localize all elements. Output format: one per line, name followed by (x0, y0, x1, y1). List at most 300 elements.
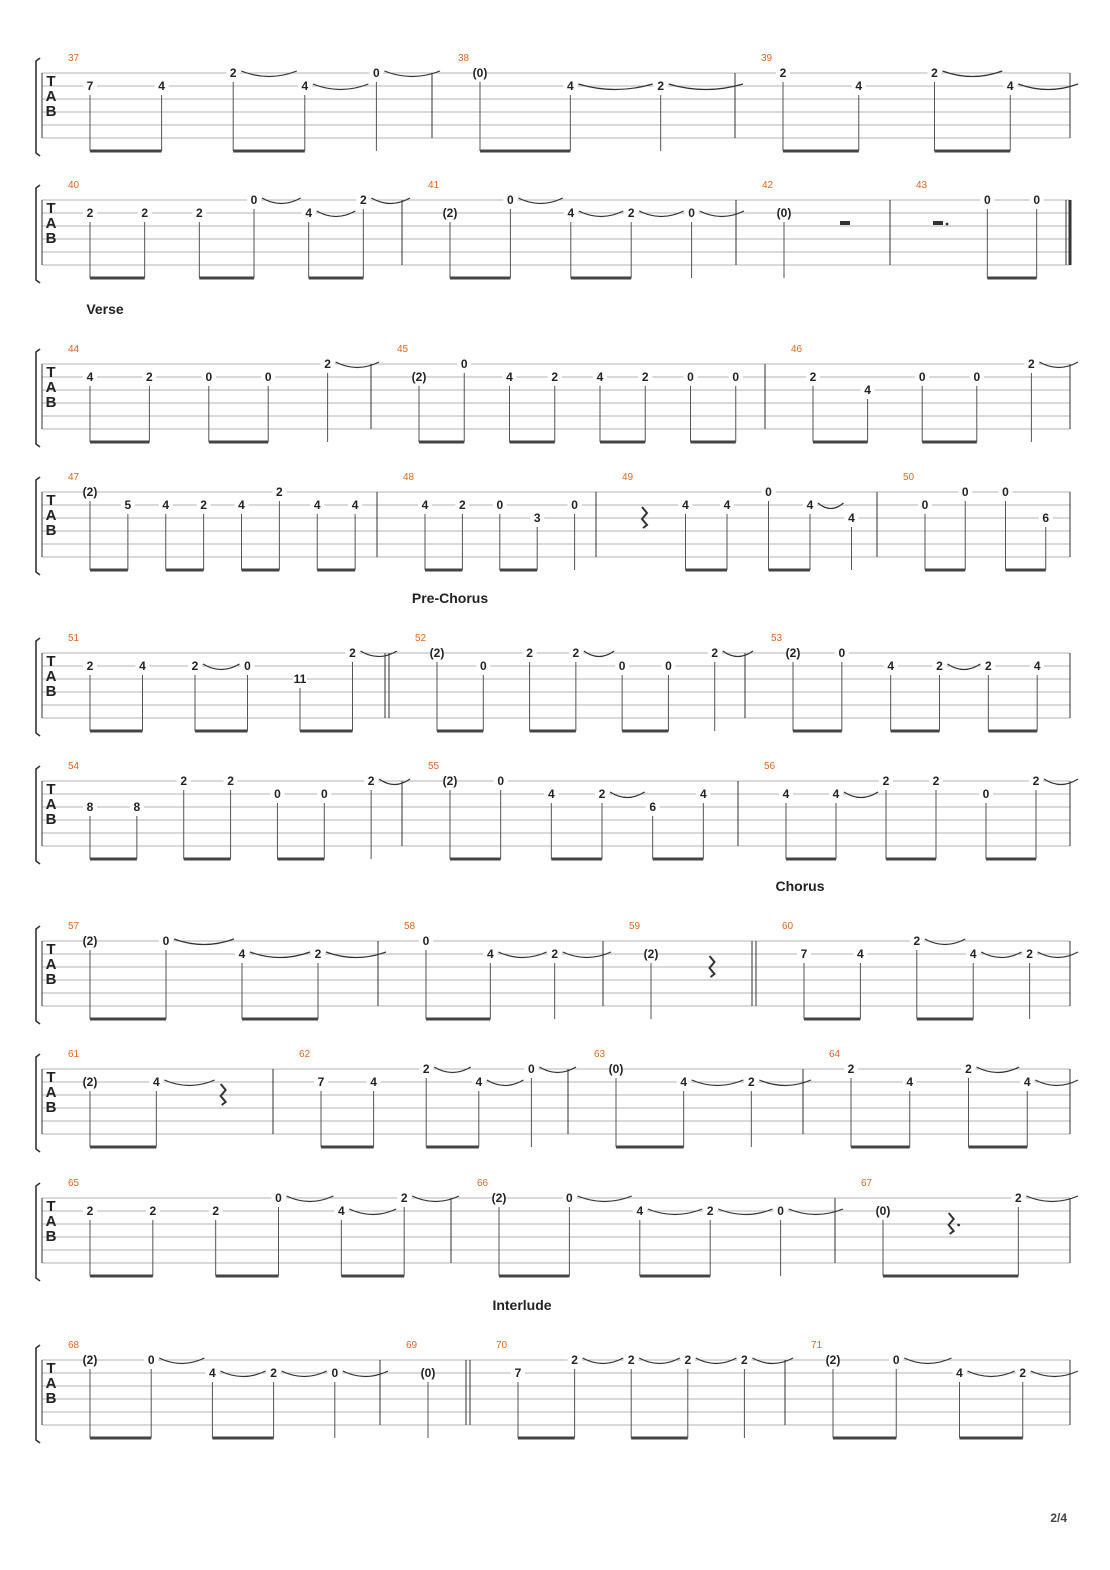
fret-number: 4 (636, 1204, 644, 1218)
fret-number: 4 (238, 947, 246, 961)
half-rest-icon (840, 221, 850, 225)
fret-number: 4 (475, 1075, 483, 1089)
fret-number: 2 (598, 787, 606, 801)
measure-number: 57 (68, 921, 80, 932)
fret-number: 4 (906, 1075, 914, 1089)
tab-clef-letter: T (46, 1069, 56, 1086)
tie-arc (343, 1371, 388, 1377)
tab-clef-letter: B (45, 522, 57, 539)
fret-number: 7 (86, 79, 94, 93)
fret-number: 4 (351, 498, 359, 512)
fret-number: 0 (331, 1366, 339, 1380)
fret-number: 2 (349, 646, 356, 660)
fret-number: (2) (411, 370, 427, 384)
measure-number: 70 (496, 1340, 508, 1351)
fret-number: 4 (158, 79, 165, 93)
tie-arc (1044, 779, 1078, 785)
tie-arc (948, 664, 981, 670)
tab-system (36, 301, 1078, 447)
fret-number: 4 (1023, 1075, 1031, 1089)
measure-number: 48 (403, 472, 415, 483)
fret-number: 2 (86, 206, 94, 220)
fret-number: 2 (747, 1075, 755, 1089)
measure-number: 38 (458, 53, 470, 64)
measure-number: 68 (68, 1340, 80, 1351)
measure-number: 56 (764, 761, 776, 772)
fret-number: 0 (275, 1191, 282, 1205)
fret-number: 2 (195, 206, 203, 220)
tie-arc (371, 198, 410, 204)
measure-number: 59 (629, 921, 641, 932)
fret-number: 0 (479, 659, 487, 673)
measure-number: 62 (299, 1049, 311, 1060)
fret-number: 0 (982, 787, 990, 801)
tab-clef-letter: T (46, 653, 56, 670)
fret-number: 2 (711, 646, 719, 660)
fret-number: 4 (547, 787, 555, 801)
fret-number: 0 (1033, 193, 1041, 207)
fret-number: (2) (442, 206, 458, 220)
fret-number: 0 (918, 370, 926, 384)
tab-system (36, 472, 1070, 575)
fret-number: 0 (688, 206, 695, 220)
fret-number: 2 (86, 1204, 94, 1218)
fret-number: 4 (305, 206, 313, 220)
quarter-rest-icon (949, 1213, 954, 1234)
measure-number: 69 (406, 1340, 418, 1351)
tab-clef-letter: T (46, 1360, 56, 1377)
fret-number: 2 (936, 659, 943, 673)
tie-arc (379, 779, 410, 785)
tie-arc (584, 651, 614, 657)
system-bracket (36, 58, 40, 156)
tab-clef-letter: B (45, 1099, 57, 1116)
fret-number: 0 (973, 370, 981, 384)
fret-number: 0 (838, 646, 846, 660)
fret-number: 7 (800, 947, 808, 961)
measure-number: 43 (916, 180, 928, 191)
fret-number: 4 (566, 79, 574, 93)
system-bracket (36, 766, 40, 864)
fret-number: 0 (687, 370, 694, 384)
fret-number: 2 (1028, 357, 1035, 371)
fret-number: 2 (706, 1204, 714, 1218)
tie-arc (692, 1080, 744, 1086)
tab-clef-letter: A (45, 1213, 57, 1230)
fret-number: 2 (227, 774, 234, 788)
tie-arc (159, 1358, 204, 1364)
measure-number: 66 (477, 1178, 489, 1189)
tie-arc (326, 952, 386, 958)
tie-arc (700, 211, 744, 217)
section-label-chorus: Chorus (775, 878, 825, 894)
tie-arc (241, 71, 297, 77)
tab-clef-letter: A (45, 88, 57, 105)
fret-number: 2 (200, 498, 207, 512)
fret-number: 2 (526, 646, 533, 660)
fret-number: 2 (551, 947, 559, 961)
tie-arc (313, 84, 369, 90)
tab-clef-letter: B (45, 103, 57, 120)
tie-arc (250, 952, 310, 958)
tab-system (36, 1297, 1078, 1443)
fret-number: 2 (809, 370, 817, 384)
fret-number: 2 (1032, 774, 1040, 788)
tie-arc (904, 1358, 951, 1364)
tie-arc (844, 792, 878, 798)
fret-number: 0 (566, 1191, 573, 1205)
tab-clef-letter: T (46, 200, 56, 217)
fret-number: 2 (212, 1204, 220, 1218)
measure-number: 40 (68, 180, 80, 191)
tab-clef-letter: B (45, 394, 57, 411)
fret-number: 4 (864, 383, 871, 397)
fret-number: 2 (932, 774, 940, 788)
fret-number: 2 (86, 659, 94, 673)
system-bracket (36, 1183, 40, 1281)
fret-number: 4 (596, 370, 604, 384)
tie-arc (282, 1371, 327, 1377)
tie-arc (487, 1080, 524, 1086)
fret-number: 4 (855, 79, 863, 93)
fret-number: 0 (665, 659, 672, 673)
quarter-rest-icon (642, 507, 647, 528)
tie-arc (164, 1080, 214, 1086)
fret-number: 2 (984, 659, 992, 673)
quarter-rest-icon (710, 956, 715, 977)
tie-arc (578, 84, 652, 90)
tie-arc (968, 1371, 1015, 1377)
system-bracket (36, 638, 40, 736)
tab-clef-letter: T (46, 73, 56, 90)
fret-number: 0 (528, 1062, 535, 1076)
tie-arc (1018, 84, 1078, 90)
system-bracket (36, 1054, 40, 1152)
system-bracket (36, 349, 40, 447)
fret-number: (2) (82, 934, 98, 948)
tab-clef-letter: A (45, 1084, 57, 1101)
tab-clef-letter: B (45, 230, 57, 247)
fret-number: (0) (875, 1204, 891, 1218)
fret-number: 0 (921, 498, 929, 512)
measure-number: 55 (428, 761, 440, 772)
fret-number: 2 (965, 1062, 972, 1076)
fret-number: 4 (682, 498, 689, 512)
fret-number: 4 (86, 370, 94, 384)
fret-number: (0) (776, 206, 792, 220)
fret-number: 0 (422, 934, 430, 948)
fret-number: 2 (276, 485, 283, 499)
tab-clef-letter: A (45, 956, 57, 973)
fret-number: 0 (460, 357, 468, 371)
fret-number: 2 (1026, 947, 1033, 961)
tab-clef-letter: B (45, 1228, 57, 1245)
tie-arc (943, 71, 1003, 77)
fret-number: 2 (931, 66, 938, 80)
measure-number: 46 (791, 344, 803, 355)
fret-number: 4 (209, 1366, 216, 1380)
fret-number: 2 (422, 1062, 430, 1076)
tab-clef-letter: T (46, 492, 56, 509)
fret-number: 4 (1033, 659, 1041, 673)
fret-number: 2 (1014, 1191, 1022, 1205)
tie-arc (648, 1209, 702, 1215)
fret-number: 7 (514, 1366, 522, 1380)
fret-number: 4 (313, 498, 321, 512)
fret-number: 4 (956, 1366, 963, 1380)
tab-clef-letter: A (45, 379, 57, 396)
tie-arc (412, 1196, 459, 1202)
fret-number: 0 (732, 370, 740, 384)
fret-number: 0 (162, 934, 170, 948)
fret-number: 0 (961, 485, 969, 499)
fret-number: 4 (486, 947, 494, 961)
fret-number: 2 (684, 1353, 692, 1367)
tie-arc (723, 651, 753, 657)
fret-number: 0 (205, 370, 213, 384)
fret-number: 2 (400, 1191, 408, 1205)
measure-number: 54 (68, 761, 80, 772)
fret-number: 2 (571, 1353, 578, 1367)
tab-clef-letter: A (45, 668, 57, 685)
measure-number: 47 (68, 472, 80, 483)
fret-number: 11 (293, 672, 307, 686)
measure-number: 50 (903, 472, 915, 483)
fret-number: 2 (314, 947, 322, 961)
fret-number: 4 (680, 1075, 688, 1089)
fret-number: 0 (618, 659, 626, 673)
page-number: 2/4 (1050, 1511, 1067, 1525)
tab-system (36, 53, 1078, 156)
fret-number: (2) (82, 1075, 98, 1089)
fret-number: (2) (442, 774, 458, 788)
system-bracket (36, 185, 40, 283)
fret-number: 0 (496, 498, 504, 512)
tie-arc (610, 792, 645, 798)
tab-system (36, 180, 1070, 283)
fret-number: 8 (133, 800, 141, 814)
tie-arc (174, 939, 234, 945)
measure-number: 64 (829, 1049, 841, 1060)
tie-arc (361, 651, 398, 657)
fret-number: 2 (741, 1353, 748, 1367)
fret-number: 2 (551, 370, 559, 384)
fret-number: 0 (777, 1204, 784, 1218)
fret-number: (0) (472, 66, 488, 80)
fret-number: 4 (723, 498, 731, 512)
fret-number: 4 (969, 947, 977, 961)
tie-arc (669, 84, 743, 90)
tab-clef-letter: B (45, 811, 57, 828)
fret-number: 2 (229, 66, 237, 80)
fret-number: 4 (1006, 79, 1014, 93)
measure-number: 53 (771, 633, 783, 644)
fret-number: 2 (180, 774, 188, 788)
measure-number: 39 (761, 53, 773, 64)
fret-number: 0 (264, 370, 272, 384)
tie-arc (639, 1358, 680, 1364)
measure-number: 49 (622, 472, 634, 483)
tab-system (36, 761, 1078, 864)
fret-number: 0 (373, 66, 380, 80)
fret-number: 4 (238, 498, 245, 512)
fret-number: 8 (86, 800, 94, 814)
fret-number: 4 (857, 947, 864, 961)
fret-number: 2 (367, 774, 375, 788)
tie-arc (696, 1358, 737, 1364)
fret-number: 2 (146, 370, 153, 384)
fret-number: (2) (491, 1191, 507, 1205)
section-label-verse: Verse (86, 301, 124, 317)
fret-number: 2 (149, 1204, 157, 1218)
fret-number: 0 (892, 1353, 900, 1367)
measure-number: 61 (68, 1049, 80, 1060)
quarter-rest-icon (221, 1084, 226, 1105)
tie-arc (203, 664, 240, 670)
fret-number: 2 (641, 370, 649, 384)
half-rest-icon (933, 221, 943, 225)
fret-number: 4 (848, 511, 855, 525)
measure-number: 58 (404, 921, 416, 932)
tie-arc (752, 1358, 793, 1364)
fret-number: 2 (141, 206, 149, 220)
tie-arc (577, 1196, 631, 1202)
fret-number: (2) (82, 485, 98, 499)
tab-clef-letter: A (45, 507, 57, 524)
section-label-pre-chorus: Pre-Chorus (411, 590, 489, 606)
tie-arc (518, 198, 562, 204)
measure-number: 45 (397, 344, 409, 355)
fret-number: 4 (699, 787, 707, 801)
fret-number: 2 (324, 357, 331, 371)
fret-number: 0 (983, 193, 991, 207)
fret-number: 2 (1019, 1366, 1027, 1380)
tab-system (36, 590, 1070, 736)
tie-arc (1031, 1371, 1078, 1377)
tie-arc (925, 939, 965, 945)
tie-arc (349, 1209, 396, 1215)
rest-dot-icon (957, 1224, 960, 1227)
measure-number: 44 (68, 344, 80, 355)
fret-number: 2 (191, 659, 199, 673)
tab-clef-letter: T (46, 781, 56, 798)
system-bracket (36, 926, 40, 1024)
tie-arc (287, 1196, 334, 1202)
fret-number: 4 (421, 498, 429, 512)
fret-number: 5 (124, 498, 132, 512)
tie-arc (498, 952, 546, 958)
fret-number: 2 (657, 79, 665, 93)
fret-number: 2 (270, 1366, 277, 1380)
tie-arc (317, 211, 356, 217)
system-bracket (36, 477, 40, 575)
fret-number: (2) (82, 1353, 98, 1367)
fret-number: 4 (782, 787, 790, 801)
measure-number: 37 (68, 53, 80, 64)
fret-number: 2 (627, 1353, 635, 1367)
fret-number: 3 (533, 511, 541, 525)
measure-number: 51 (68, 633, 80, 644)
fret-number: 2 (913, 934, 921, 948)
fret-number: 4 (139, 659, 146, 673)
rest-dot-icon (946, 223, 949, 226)
tab-clef-letter: T (46, 941, 56, 958)
fret-number: 6 (1042, 511, 1050, 525)
fret-number: 0 (497, 774, 505, 788)
tie-arc (336, 362, 379, 368)
section-label-interlude: Interlude (492, 1297, 552, 1313)
system-bracket (36, 1345, 40, 1443)
fret-number: (0) (608, 1062, 624, 1076)
fret-number: 4 (506, 370, 513, 384)
tie-arc (818, 503, 844, 509)
tie-arc (1038, 952, 1078, 958)
tie-arc (639, 211, 683, 217)
tab-clef-letter: A (45, 796, 57, 813)
fret-number: (2) (429, 646, 445, 660)
fret-number: 2 (359, 193, 367, 207)
tie-arc (977, 1067, 1020, 1073)
fret-number: 4 (370, 1075, 377, 1089)
tab-clef-letter: A (45, 215, 57, 232)
fret-number: 4 (567, 206, 575, 220)
tab-clef-letter: A (45, 1375, 57, 1392)
tie-arc (718, 1209, 772, 1215)
measure-number: 65 (68, 1178, 80, 1189)
fret-number: 4 (152, 1075, 160, 1089)
tie-arc (981, 952, 1021, 958)
fret-number: 4 (301, 79, 309, 93)
tie-arc (539, 1067, 576, 1073)
fret-number: 2 (882, 774, 890, 788)
tie-arc (434, 1067, 471, 1073)
fret-number: 2 (572, 646, 580, 660)
fret-number: 2 (847, 1062, 855, 1076)
tab-clef-letter: T (46, 1198, 56, 1215)
measure-number: 41 (428, 180, 440, 191)
fret-number: 0 (320, 787, 328, 801)
tie-arc (563, 952, 611, 958)
fret-number: 0 (147, 1353, 155, 1367)
fret-number: 4 (832, 787, 840, 801)
tab-clef-letter: B (45, 971, 57, 988)
tie-arc (579, 211, 623, 217)
fret-number: 4 (162, 498, 170, 512)
tab-clef-letter: T (46, 364, 56, 381)
fret-number: 2 (459, 498, 466, 512)
measure-number: 60 (782, 921, 794, 932)
fret-number: 6 (649, 800, 657, 814)
measure-number: 71 (811, 1340, 823, 1351)
fret-number: 0 (765, 485, 772, 499)
fret-number: (2) (785, 646, 801, 660)
measure-number: 63 (594, 1049, 606, 1060)
fret-number: (2) (643, 947, 659, 961)
fret-number: 4 (337, 1204, 345, 1218)
fret-number: 0 (1002, 485, 1009, 499)
fret-number: 0 (244, 659, 251, 673)
fret-number: 0 (571, 498, 578, 512)
measure-number: 67 (861, 1178, 873, 1189)
tab-system (36, 878, 1078, 1024)
fret-number: 4 (806, 498, 814, 512)
fret-number: 7 (317, 1075, 325, 1089)
fret-number: 2 (779, 66, 787, 80)
tie-arc (1035, 1080, 1078, 1086)
tie-arc (1039, 362, 1078, 368)
measure-number: 52 (415, 633, 427, 644)
tie-arc (220, 1371, 265, 1377)
